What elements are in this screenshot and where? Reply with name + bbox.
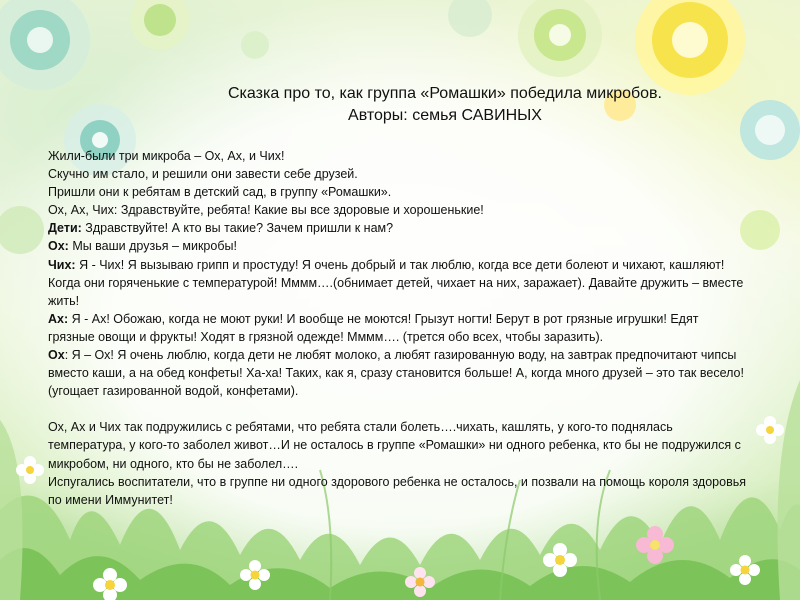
speaker-label: Чих: xyxy=(48,257,76,272)
dialogue-text: Я - Ах! Обожаю, когда не моют руки! И вообще не моются! Грызут ногти! Берут в рот грязные игрушки! Едят грязные овощи и фрукты! Ходят в грязной одежде! Мммм…. (трется обо всех, чтобы заразить). xyxy=(48,311,699,344)
slide-title xyxy=(150,83,740,127)
dialogue-text: : Я – Ох! Я очень люблю, когда дети не любят молоко, а любят газированную воду, на завтрак предпочитают чипсы вместо каши, а на обед конфеты! Ха-ха! Таких, как я, сразу становится больше! А, когда много друзей – это так весело! (угощает газированной водой, конфетами). xyxy=(48,348,744,399)
story-paragraph: Пришли они к ребятам в детский сад, в группу «Ромашки». xyxy=(48,185,392,200)
story-paragraph: Ох, Ах, Чих: Здравствуйте, ребята! Какие вы все здоровые и хорошенькие! xyxy=(48,203,484,218)
story-paragraph: Жили-были три микроба – Ох, Ах, и Чих! xyxy=(48,149,285,163)
dialogue-line xyxy=(48,256,748,310)
story-text xyxy=(48,147,748,509)
title-authors: Авторы: семья САВИНЫХ xyxy=(348,107,542,124)
dialogue-text: Я - Чих! Я вызываю грипп и простуду! Я очень добрый и так люблю, когда все дети болеют и чихают, кашляют! Когда они горяченькие с температурой! Мммм….(обнимает детей, чихает на них, заражает). Давайте дружить – вместе жить! xyxy=(48,257,744,308)
story-paragraph: Испугались воспитатели, что в группе ни одного здорового ребенка не осталось, и позвали на помощь короля здоровья по имени Иммунитет! xyxy=(48,474,746,507)
paragraph-gap xyxy=(48,400,748,418)
dialogue-text: Мы ваши друзья – микробы! xyxy=(68,239,237,254)
speaker-label: Ах: xyxy=(48,311,69,326)
title-line-1: Сказка про то, как группа «Ромашки» победила микробов. xyxy=(228,85,662,102)
speaker-label: Дети: xyxy=(48,221,82,236)
speaker-label: Ох: xyxy=(48,239,69,254)
dialogue-line xyxy=(48,219,748,237)
speaker-label: Ох xyxy=(48,348,65,363)
dialogue-text: Здравствуйте! А кто вы такие? Зачем пришли к нам? xyxy=(81,221,394,236)
dialogue-line xyxy=(48,237,748,255)
dialogue-line xyxy=(48,310,748,346)
story-paragraph: Скучно им стало, и решили они завести себе друзей. xyxy=(48,167,358,182)
story-paragraph: Ох, Ах и Чих так подружились с ребятами, что ребята стали болеть….чихать, кашлять, у кого-то поднялась температура, у кого-то заболел живот…И не осталось в группе «Ромашки» ни одного ребенка, кто бы не подружился с микробом, ни одного, кто бы не заболел…. xyxy=(48,420,741,471)
dialogue-line xyxy=(48,346,748,400)
